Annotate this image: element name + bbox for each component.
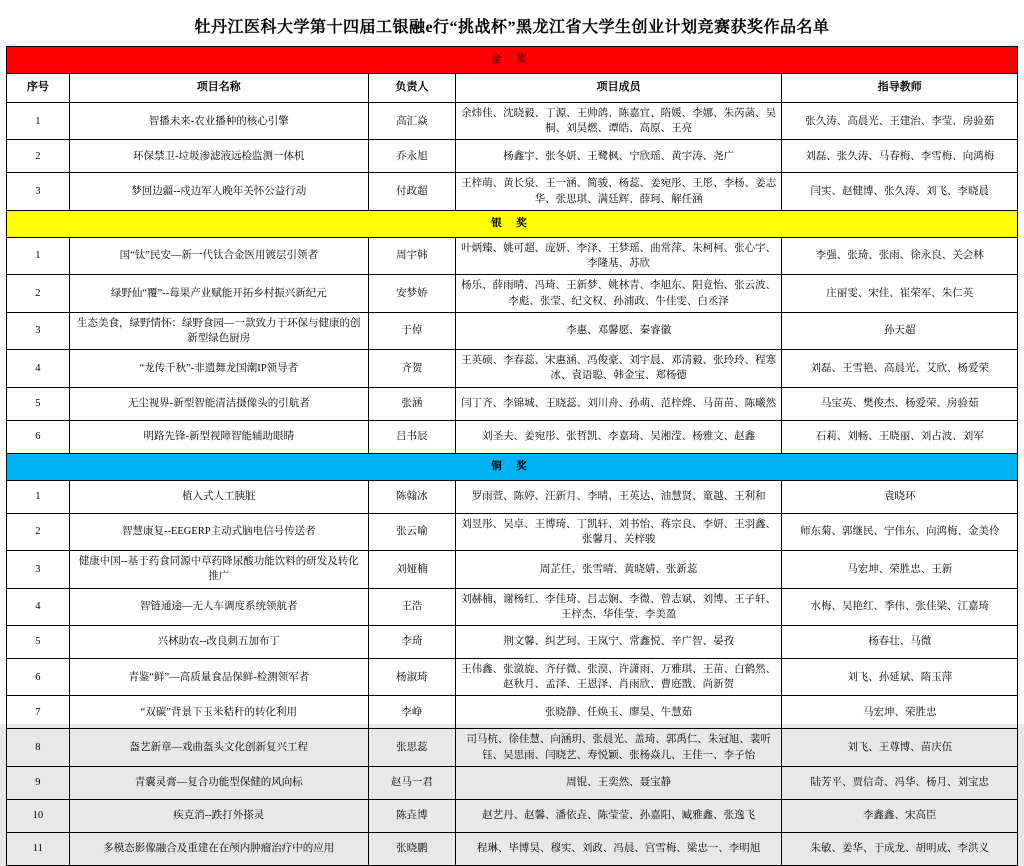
- cell-members: 王英硕、李春蕊、宋惠涵、冯俊豪、刘宇晨、邓清毅、张玲玲、程寒冰、袁语聪、韩金宝、郑杨德: [455, 350, 782, 387]
- table-row: [7, 696, 1018, 729]
- cell-project: 青鉴“鲜”—高质量食品保鲜-检测领军者: [69, 658, 368, 695]
- cell-members: 刘昱彤、吴卓、王博琦、丁凯轩、刘书怡、蒋宗良、李妍、王羽鑫、张馨月、关梓骏: [455, 513, 782, 550]
- cell-members: 荆文馨、纠艺珂、王岚宁、常鑫悦、辛广智、晏孜: [455, 625, 782, 658]
- cell-teachers: 水梅、吴艳红、季伟、张佳梁、江嘉琦: [782, 588, 1018, 625]
- cell-leader: 安梦娇: [368, 275, 455, 312]
- section-banner-gold: 金 奖: [7, 47, 1018, 74]
- cell-leader: 李琦: [368, 625, 455, 658]
- cell-project: 明路先锋-新型视障智能辅助眼睛: [69, 420, 368, 453]
- cell-project: 生态美食，绿野情怀：绿野食园—一款致力于环保与健康的创新型绿色厨房: [69, 312, 368, 349]
- cell-teachers: 闫实、赵健博、张久涛、刘飞、李晓晨: [782, 173, 1018, 210]
- cell-leader: 高汇焱: [368, 103, 455, 140]
- cell-project: 青囊灵膏—复合功能型保健的风向标: [69, 766, 368, 799]
- cell-members: 杨鑫宇、张冬妍、王鹭枫、宁欣瑶、黄宇涛、尧广: [455, 140, 782, 173]
- cell-no: 6: [7, 420, 70, 453]
- cell-teachers: 刘飞、王尊博、苗庆伍: [782, 729, 1018, 766]
- table-row: [7, 799, 1018, 832]
- cell-teachers: 马宝英、樊俊杰、杨爱荣、房验茹: [782, 387, 1018, 420]
- cell-teachers: 孙天超: [782, 312, 1018, 349]
- cell-members: 叶炳臻、姚可超、庞妍、李泽、王梦瑶、曲常萍、朱柯柯、张心宇、李隆基、苏欣: [455, 237, 782, 274]
- cell-leader: 刘娅楠: [368, 551, 455, 588]
- cell-teachers: 马宏坤、荣胜忠: [782, 696, 1018, 729]
- col-header-teachers: 指导教师: [782, 74, 1018, 103]
- awards-table: [6, 46, 1018, 866]
- section-banner-silver: 银 奖: [7, 210, 1018, 237]
- cell-no: 10: [7, 799, 70, 832]
- cell-leader: 杨淑琦: [368, 658, 455, 695]
- table-row: [7, 275, 1018, 312]
- cell-members: 李惠、邓馨愿、秦睿徽: [455, 312, 782, 349]
- cell-project: 健康中国--基于药食同源中草药降尿酸功能饮料的研发及转化推广: [69, 551, 368, 588]
- page-title: 牡丹江医科大学第十四届工银融e行“挑战杯”黑龙江省大学生创业计划竞赛获奖作品名单: [194, 19, 830, 36]
- cell-project: 兴林助农--改良刺五加布丁: [69, 625, 368, 658]
- cell-no: 3: [7, 312, 70, 349]
- cell-no: 1: [7, 237, 70, 274]
- section-banner-row-gold: [7, 47, 1018, 74]
- cell-project: 疾克消--跌打外搽灵: [69, 799, 368, 832]
- table-row: [7, 103, 1018, 140]
- cell-project: 植入式人工胰脏: [69, 480, 368, 513]
- table-row: [7, 420, 1018, 453]
- cell-teachers: 杨春壮、马微: [782, 625, 1018, 658]
- cell-no: 6: [7, 658, 70, 695]
- cell-members: 罗雨萱、陈婷、汪新月、李晴、王英达、油慧贤、童越、王利和: [455, 480, 782, 513]
- cell-project: 无尘视界-新型智能清洁摄像头的引航者: [69, 387, 368, 420]
- cell-no: 3: [7, 173, 70, 210]
- cell-members: 闫丁齐、李锦城、王晓蕊、刘川舟、孙萌、范梓烨、马苗苗、陈曦然: [455, 387, 782, 420]
- cell-leader: 赵马一君: [368, 766, 455, 799]
- cell-leader: 于倬: [368, 312, 455, 349]
- cell-leader: 李峥: [368, 696, 455, 729]
- cell-project: “龙传千秋”-非遗舞龙国潮IP领导者: [69, 350, 368, 387]
- table-row: [7, 766, 1018, 799]
- cell-members: 刘圣夫、姜宛彤、张哲凯、李嘉琦、吴湘滢、杨雅文、赵鑫: [455, 420, 782, 453]
- cell-no: 7: [7, 696, 70, 729]
- cell-leader: 周宇韩: [368, 237, 455, 274]
- col-header-members: 项目成员: [455, 74, 782, 103]
- cell-project: 绿野仙“覆”--莓果产业赋能开拓乡村振兴新纪元: [69, 275, 368, 312]
- cell-teachers: 庄丽雯、宋佳、崔荣军、朱仁英: [782, 275, 1018, 312]
- table-row: [7, 387, 1018, 420]
- table-row: [7, 350, 1018, 387]
- cell-project: 多模态影像融合及重建在在颅内肿瘤治疗中的应用: [69, 832, 368, 865]
- cell-members: 司马杭、徐佳慧、向涵玥、张晨光、盖琦、郭禹仁、朱冠旭、裴听钰、吴思雨、闫晓艺、寿悦颖、张杨焱儿、王佳一、李子怡: [455, 729, 782, 766]
- cell-no: 4: [7, 588, 70, 625]
- cell-leader: 齐贺: [368, 350, 455, 387]
- col-header-no: 序号: [7, 74, 70, 103]
- cell-leader: 付政超: [368, 173, 455, 210]
- cell-members: 周芷任、张雪晴、黄晓婧、张新蕊: [455, 551, 782, 588]
- cell-project: 智链通途—无人车调度系统领航者: [69, 588, 368, 625]
- cell-leader: 张晓鹏: [368, 832, 455, 865]
- cell-teachers: 袁晓环: [782, 480, 1018, 513]
- cell-leader: 王浩: [368, 588, 455, 625]
- cell-no: 11: [7, 832, 70, 865]
- table-row: [7, 237, 1018, 274]
- cell-no: 5: [7, 625, 70, 658]
- cell-no: 4: [7, 350, 70, 387]
- cell-project: 智播未来-农业播种的核心引擎: [69, 103, 368, 140]
- column-header-row: [7, 74, 1018, 103]
- table-row: [7, 588, 1018, 625]
- cell-project: 梦回边疆--戍边军人晚年关怀公益行动: [69, 173, 368, 210]
- cell-teachers: 马宏坤、荣胜忠、王新: [782, 551, 1018, 588]
- cell-members: 程琳、毕博昊、穆实、刘政、冯晨、宫雪梅、梁忠一、李明旭: [455, 832, 782, 865]
- cell-leader: 张思蕊: [368, 729, 455, 766]
- cell-no: 3: [7, 551, 70, 588]
- cell-project: 智慧康复--EEGERP主动式脑电信号传送者: [69, 513, 368, 550]
- cell-leader: 吕书辰: [368, 420, 455, 453]
- cell-teachers: 朱敏、姜华、于成龙、胡明成、李洪义: [782, 832, 1018, 865]
- table-row: [7, 658, 1018, 695]
- section-banner-row-bronze: [7, 453, 1018, 480]
- cell-teachers: 张久涛、高晨光、王建治、李莹、房验茹: [782, 103, 1018, 140]
- cell-members: 王梓萌、黄长泉、王一涵、简骏、杨蕊、姜宛彤、王彤、李杨、姜志华、张思琪、满廷辉、薛珂、解任涵: [455, 173, 782, 210]
- cell-members: 周锟、王奕然、聂宝静: [455, 766, 782, 799]
- cell-no: 1: [7, 480, 70, 513]
- cell-no: 2: [7, 513, 70, 550]
- cell-teachers: 李鑫鑫、宋高臣: [782, 799, 1018, 832]
- cell-no: 1: [7, 103, 70, 140]
- table-row: [7, 729, 1018, 766]
- cell-project: 国“钛”民安—新一代钛合金医用镀层引领者: [69, 237, 368, 274]
- cell-project: 盔艺新章—戏曲盔头文化创新复兴工程: [69, 729, 368, 766]
- table-row: [7, 480, 1018, 513]
- cell-leader: 张云喻: [368, 513, 455, 550]
- cell-members: 赵艺丹、赵馨、潘依垚、陈莹莹、孙嘉阳、臧雅鑫、张逸飞: [455, 799, 782, 832]
- cell-leader: 张涵: [368, 387, 455, 420]
- cell-project: 环保禁卫-垃圾渗滤液远检监测一体机: [69, 140, 368, 173]
- cell-members: 张晓静、任焕玉、廖昊、牛慧茹: [455, 696, 782, 729]
- cell-members: 刘赫楠、谢杨红、李佳琦、吕志娴、李微、曾志斌、刘博、王子轩、王梓杰、华佳莹、李美盈: [455, 588, 782, 625]
- cell-teachers: 李强、张琦、张雨、徐永良、关会林: [782, 237, 1018, 274]
- table-row: [7, 140, 1018, 173]
- section-banner-bronze: 铜 奖: [7, 453, 1018, 480]
- cell-teachers: 师东菊、郭继民、宁伟东、向鸿梅、金美伶: [782, 513, 1018, 550]
- cell-leader: 乔永旭: [368, 140, 455, 173]
- cell-no: 2: [7, 275, 70, 312]
- cell-no: 5: [7, 387, 70, 420]
- cell-teachers: 刘飞、孙延斌、隋玉萍: [782, 658, 1018, 695]
- cell-no: 9: [7, 766, 70, 799]
- cell-members: 王伟鑫、张潋旋、齐仔微、张漠、许潇雨、万雅琪、王苗、白鹤然、赵秋月、孟泽、王恩泽、肖雨欣、曹庭戬、尚新贺: [455, 658, 782, 695]
- cell-no: 2: [7, 140, 70, 173]
- table-row: [7, 832, 1018, 865]
- cell-teachers: 刘磊、王雪艳、高晨光、艾欣、杨爱荣: [782, 350, 1018, 387]
- table-row: [7, 513, 1018, 550]
- table-row: [7, 551, 1018, 588]
- cell-teachers: 石莉、刘畅、王晓丽、刘占波、刘军: [782, 420, 1018, 453]
- cell-members: 杨乐、薛雨晴、冯琦、王新梦、姚林青、李旭东、阳竟怡、张云波、李彪、张莹、纪文权、孙浦政、牛佳雯、白丞泽: [455, 275, 782, 312]
- cell-leader: 陈垚博: [368, 799, 455, 832]
- table-row: [7, 625, 1018, 658]
- cell-teachers: 陆芳平、贾信奇、冯华、杨月、刘宝忠: [782, 766, 1018, 799]
- cell-leader: 陈翰冰: [368, 480, 455, 513]
- cell-project: “双碳”背景下玉米秸秆的转化利用: [69, 696, 368, 729]
- col-header-leader: 负责人: [368, 74, 455, 103]
- section-banner-row-silver: [7, 210, 1018, 237]
- table-row: [7, 312, 1018, 349]
- cell-members: 余炜佳、沈晓毅、丁源、王帅鸽、陈嘉宜、隋媛、李娜、朱芮菡、吴桐、刘昊燃、谭皓、高原、王亮: [455, 103, 782, 140]
- table-row: [7, 173, 1018, 210]
- cell-teachers: 刘磊、张久涛、马春梅、李雪梅、向鸿梅: [782, 140, 1018, 173]
- col-header-project: 项目名称: [69, 74, 368, 103]
- cell-no: 8: [7, 729, 70, 766]
